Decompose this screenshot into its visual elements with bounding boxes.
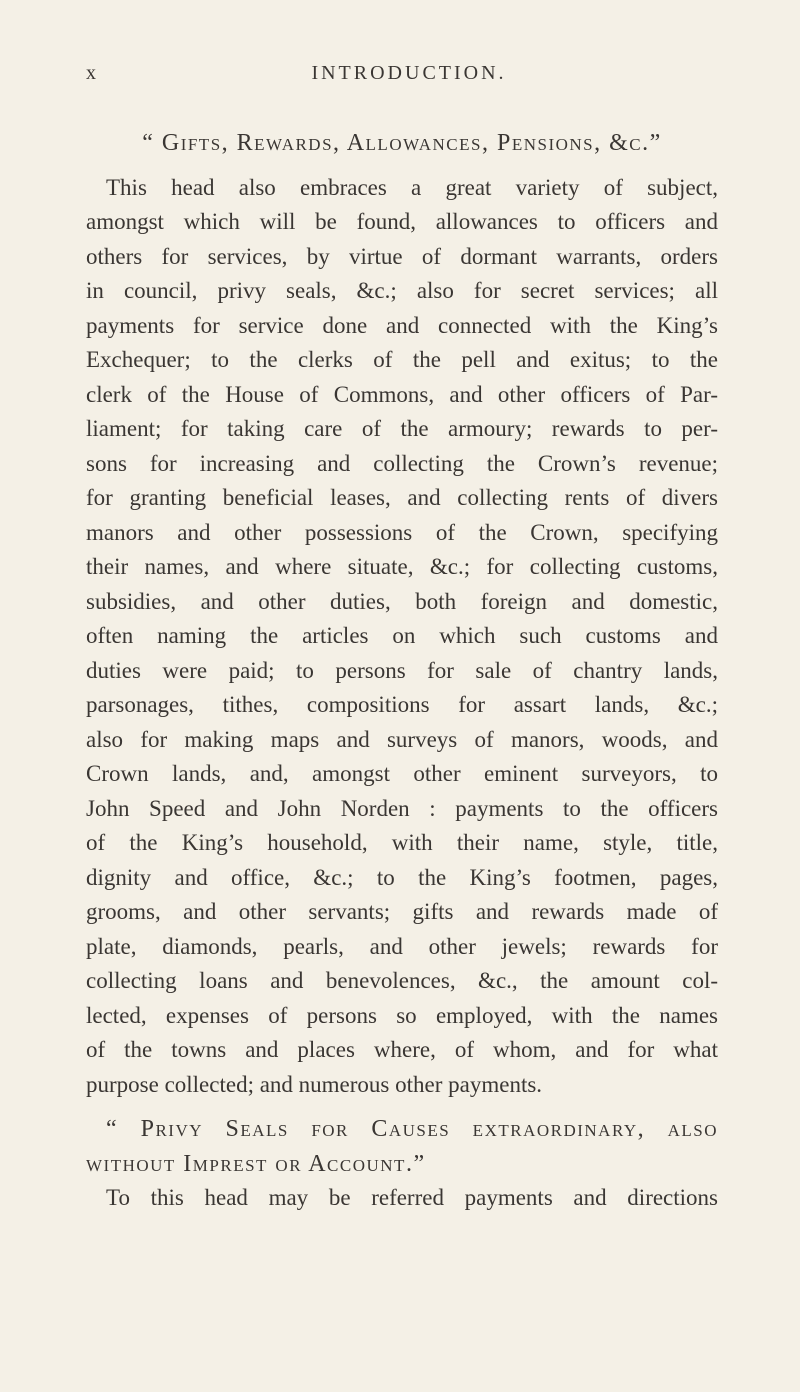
body-text <box>86 126 718 1216</box>
text-line: others for services, by virtue of dormant warrants, orders <box>86 243 718 269</box>
section-heading-privy-seals-line-2: without Imprest or Account.” <box>86 1150 426 1177</box>
text-line: liament; for taking care of the armoury; rewards to per- <box>86 416 718 441</box>
text-line: sons for increasing and collecting the Crown’s revenue; <box>86 450 718 476</box>
text-line: Crown lands, and, amongst other eminent surveyors, to <box>86 761 718 786</box>
text-line: subsidies, and other duties, both foreign and domestic, <box>86 588 718 614</box>
section-heading-privy-seals-line-1: “ Privy Seals for Causes extraordinary, also <box>106 1116 718 1142</box>
text-line: for granting beneficial leases, and collecting rents of divers <box>86 485 718 510</box>
section-heading-gifts: “ Gifts, Rewards, Allowances, Pensions, &c.” <box>142 130 662 156</box>
text-line: grooms, and other servants; gifts and rewards made of <box>86 899 718 924</box>
text-line: their names, and where situate, &c.; for collecting customs, <box>86 554 718 579</box>
text-line: collecting loans and benevolences, &c., the amount col- <box>86 968 718 993</box>
text-line: clerk of the House of Commons, and other officers of Par- <box>86 381 718 407</box>
paragraph-privy-seals <box>86 1181 718 1216</box>
running-title: INTRODUCTION. <box>311 62 507 84</box>
text-line: John Speed and John Norden : payments to the officers <box>86 795 718 821</box>
paragraph-gifts <box>86 171 718 1103</box>
text-line: in council, privy seals, &c.; also for secret services; all <box>86 278 718 303</box>
text-line: plate, diamonds, pearls, and other jewels; rewards for <box>86 933 718 959</box>
text-line: To this head may be referred payments and directions <box>106 1185 718 1210</box>
text-line: dignity and office, &c.; to the King’s footmen, pages, <box>86 864 718 890</box>
running-head <box>0 62 800 92</box>
text-line: often naming the articles on which such customs and <box>86 623 718 648</box>
text-line: of the King’s household, with their name, style, title, <box>86 830 718 855</box>
text-line: parsonages, tithes, compositions for assart lands, &c.; <box>86 692 718 717</box>
text-line: Exchequer; to the clerks of the pell and exitus; to the <box>86 347 718 372</box>
text-line: also for making maps and surveys of manors, woods, and <box>86 726 718 752</box>
text-line: lected, expenses of persons so employed, with the names <box>86 1002 718 1028</box>
text-line: purpose collected; and numerous other payments. <box>86 1071 543 1097</box>
text-line: manors and other possessions of the Crown, specifying <box>86 519 718 545</box>
text-line: payments for service done and connected with the King’s <box>86 312 718 338</box>
text-line: amongst which will be found, allowances to officers and <box>86 209 718 234</box>
page-number: x <box>86 62 97 84</box>
text-line: of the towns and places where, of whom, and for what <box>86 1037 718 1062</box>
text-line: duties were paid; to persons for sale of chantry lands, <box>86 657 718 683</box>
text-line: This head also embraces a great variety of subject, <box>106 174 718 200</box>
